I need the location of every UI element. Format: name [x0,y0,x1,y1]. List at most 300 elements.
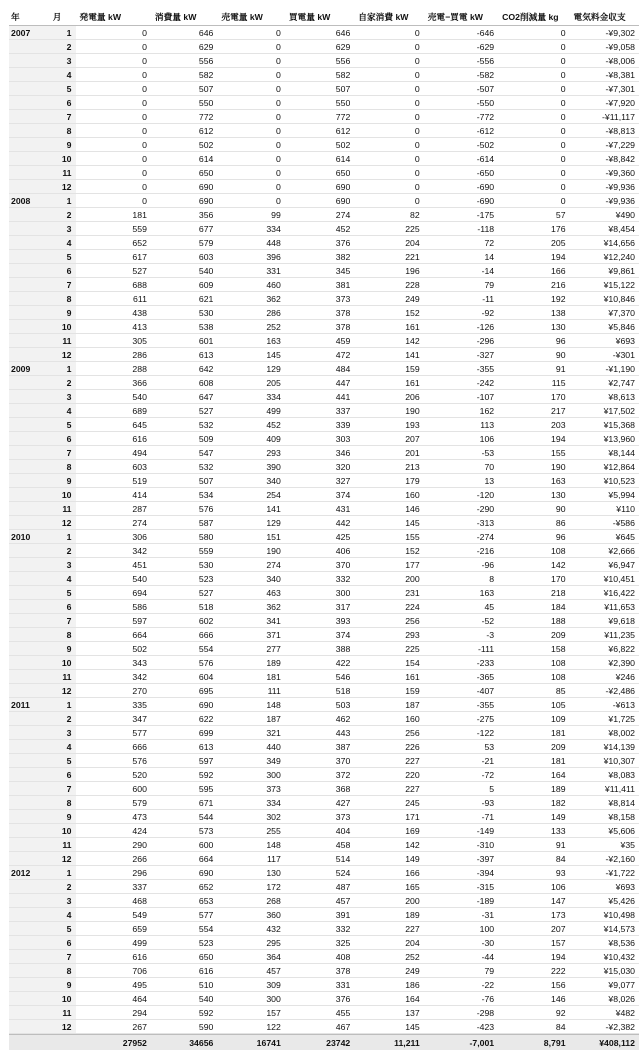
self-consumption-cell[interactable]: 145 [405,518,420,528]
year-cell[interactable] [9,642,49,655]
co2-cell[interactable]: 108 [551,546,566,556]
bought-cell[interactable]: 772 [335,112,351,122]
sold-cell[interactable]: 334 [266,392,281,402]
bought-cell[interactable]: 612 [335,126,351,136]
co2-cell[interactable]: 0 [560,84,566,94]
sold-cell[interactable]: 129 [266,364,281,374]
year-cell[interactable] [9,348,49,361]
generation-cell[interactable]: 597 [132,616,147,626]
header-month[interactable]: 月 [52,12,62,22]
sold-cell[interactable]: 460 [266,280,281,290]
bought-cell[interactable]: 331 [335,980,351,990]
year-cell[interactable] [9,586,49,599]
co2-cell[interactable]: 173 [551,910,566,920]
year-cell[interactable]: 2011 [9,698,49,711]
balance-cell[interactable]: ¥8,613 [608,392,635,402]
net-cell[interactable]: -53 [481,448,495,458]
year-cell[interactable] [9,376,49,389]
self-consumption-cell[interactable]: 146 [405,504,420,514]
bought-cell[interactable]: 345 [335,266,351,276]
net-cell[interactable]: -71 [481,812,495,822]
consumption-cell[interactable]: 540 [198,994,214,1004]
balance-cell[interactable]: ¥14,573 [603,924,635,934]
consumption-cell[interactable]: 671 [198,798,214,808]
consumption-cell[interactable]: 613 [198,742,214,752]
consumption-cell[interactable]: 600 [198,840,214,850]
net-cell[interactable]: -122 [476,728,495,738]
co2-cell[interactable]: 130 [551,490,566,500]
self-consumption-cell[interactable]: 227 [405,784,420,794]
co2-cell[interactable]: 115 [551,378,566,388]
net-cell[interactable]: -52 [481,616,495,626]
consumption-cell[interactable]: 650 [198,952,214,962]
net-cell[interactable]: -107 [476,392,495,402]
sold-cell[interactable]: 181 [266,672,281,682]
generation-cell[interactable]: 0 [142,182,147,192]
consumption-cell[interactable]: 577 [198,910,214,920]
co2-cell[interactable]: 205 [551,238,566,248]
balance-cell[interactable]: ¥10,432 [603,952,635,962]
balance-cell[interactable]: -¥7,229 [605,140,635,150]
generation-cell[interactable]: 494 [132,448,147,458]
balance-cell[interactable]: ¥8,002 [608,728,635,738]
self-consumption-cell[interactable]: 189 [405,910,420,920]
balance-cell[interactable]: ¥14,656 [603,238,635,248]
month-cell[interactable]: 9 [49,978,76,991]
year-cell[interactable] [9,334,49,347]
consumption-cell[interactable]: 507 [198,476,214,486]
balance-cell[interactable]: ¥13,960 [603,434,635,444]
self-consumption-cell[interactable]: 0 [414,28,420,38]
consumption-cell[interactable]: 646 [198,28,214,38]
sold-cell[interactable]: 390 [266,462,281,472]
bought-cell[interactable]: 690 [335,196,351,206]
balance-cell[interactable]: ¥9,618 [608,616,635,626]
co2-cell[interactable]: 181 [551,728,566,738]
consumption-cell[interactable]: 690 [198,700,214,710]
sold-cell[interactable]: 349 [266,756,281,766]
generation-cell[interactable]: 413 [132,322,147,332]
bought-cell[interactable]: 514 [335,854,351,864]
sold-cell[interactable]: 0 [276,42,281,52]
balance-cell[interactable]: ¥14,139 [603,742,635,752]
consumption-cell[interactable]: 652 [198,882,214,892]
year-cell[interactable] [9,278,49,291]
sold-cell[interactable]: 321 [266,728,281,738]
self-consumption-cell[interactable]: 161 [405,322,420,332]
self-consumption-cell[interactable]: 252 [405,952,420,962]
net-cell[interactable]: -502 [476,140,495,150]
co2-cell[interactable]: 176 [551,224,566,234]
co2-cell[interactable]: 84 [555,854,566,864]
bought-cell[interactable]: 441 [335,392,351,402]
bought-cell[interactable]: 376 [335,238,351,248]
self-consumption-cell[interactable]: 0 [414,196,420,206]
sold-cell[interactable]: 331 [266,266,281,276]
self-consumption-cell[interactable]: 0 [414,98,420,108]
month-cell[interactable]: 12 [49,516,76,529]
generation-cell[interactable]: 305 [132,336,147,346]
net-cell[interactable]: -118 [477,224,495,234]
net-cell[interactable]: -629 [476,42,495,52]
month-cell[interactable]: 8 [49,796,76,809]
co2-cell[interactable]: 105 [551,700,566,710]
sold-cell[interactable]: 189 [266,658,281,668]
generation-cell[interactable]: 451 [132,560,147,570]
year-cell[interactable] [9,446,49,459]
generation-cell[interactable]: 689 [132,406,147,416]
balance-cell[interactable]: ¥9,077 [608,980,635,990]
self-consumption-cell[interactable]: 231 [405,588,420,598]
consumption-cell[interactable]: 573 [198,826,214,836]
net-cell[interactable]: -355 [476,364,495,374]
consumption-cell[interactable]: 642 [198,364,214,374]
bought-cell[interactable]: 646 [335,28,351,38]
self-consumption-cell[interactable]: 249 [405,966,420,976]
net-cell[interactable]: -614 [476,154,495,164]
month-cell[interactable]: 8 [49,292,76,305]
self-consumption-cell[interactable]: 213 [405,462,420,472]
year-cell[interactable] [9,768,49,781]
net-cell[interactable]: -111 [478,644,495,654]
net-cell[interactable]: -690 [476,182,495,192]
consumption-cell[interactable]: 621 [198,294,214,304]
sold-cell[interactable]: 205 [266,378,281,388]
month-cell[interactable]: 7 [49,950,76,963]
co2-cell[interactable]: 217 [551,406,566,416]
generation-cell[interactable]: 540 [132,574,147,584]
month-cell[interactable]: 3 [49,54,76,67]
year-cell[interactable] [9,54,49,67]
bought-cell[interactable]: 374 [335,490,351,500]
self-consumption-cell[interactable]: 249 [405,294,420,304]
balance-cell[interactable]: ¥10,498 [603,910,635,920]
self-consumption-cell[interactable]: 145 [405,1022,420,1032]
co2-cell[interactable]: 0 [560,182,566,192]
year-cell[interactable]: 2010 [9,530,49,543]
generation-cell[interactable]: 0 [142,196,147,206]
co2-cell[interactable]: 57 [555,210,566,220]
balance-cell[interactable]: ¥5,426 [608,896,635,906]
self-consumption-cell[interactable]: 179 [405,476,420,486]
sold-cell[interactable]: 463 [266,588,281,598]
sold-cell[interactable]: 268 [266,896,281,906]
self-consumption-cell[interactable]: 190 [405,406,420,416]
balance-cell[interactable]: ¥5,846 [608,322,635,332]
net-cell[interactable]: -233 [476,658,495,668]
co2-cell[interactable]: 108 [551,672,566,682]
net-cell[interactable]: -126 [476,322,495,332]
generation-cell[interactable]: 617 [132,252,147,262]
co2-cell[interactable]: 0 [560,70,566,80]
net-cell[interactable]: -96 [481,560,495,570]
month-cell[interactable]: 6 [49,432,76,445]
generation-cell[interactable]: 664 [132,630,147,640]
month-cell[interactable]: 8 [49,964,76,977]
year-cell[interactable]: 2007 [9,26,49,39]
self-consumption-cell[interactable]: 187 [405,700,420,710]
sold-cell[interactable]: 163 [266,336,281,346]
year-cell[interactable] [9,1020,49,1033]
year-cell[interactable] [9,236,49,249]
month-cell[interactable]: 11 [49,838,76,851]
bought-cell[interactable]: 381 [335,280,351,290]
self-consumption-cell[interactable]: 161 [405,672,420,682]
bought-cell[interactable]: 452 [335,224,351,234]
consumption-cell[interactable]: 602 [198,616,214,626]
bought-cell[interactable]: 332 [335,574,351,584]
generation-cell[interactable]: 181 [132,210,147,220]
consumption-cell[interactable]: 530 [198,308,214,318]
balance-cell[interactable]: ¥490 [615,210,635,220]
sold-cell[interactable]: 148 [266,700,281,710]
generation-cell[interactable]: 0 [142,56,147,66]
total-bought[interactable]: 23742 [326,1038,351,1048]
generation-cell[interactable]: 286 [132,350,147,360]
sold-cell[interactable]: 295 [266,938,281,948]
generation-cell[interactable]: 520 [132,770,147,780]
bought-cell[interactable]: 372 [335,770,351,780]
bought-cell[interactable]: 524 [335,868,351,878]
co2-cell[interactable]: 181 [551,756,566,766]
co2-cell[interactable]: 108 [551,658,566,668]
self-consumption-cell[interactable]: 160 [405,714,420,724]
month-cell[interactable]: 12 [49,1020,76,1033]
total-sold[interactable]: 16741 [256,1038,281,1048]
net-cell[interactable]: -93 [481,798,495,808]
bought-cell[interactable]: 425 [335,532,351,542]
self-consumption-cell[interactable]: 152 [405,308,420,318]
self-consumption-cell[interactable]: 159 [405,686,420,696]
generation-cell[interactable]: 0 [142,98,147,108]
consumption-cell[interactable]: 556 [198,56,214,66]
balance-cell[interactable]: ¥6,822 [608,644,635,654]
generation-cell[interactable]: 342 [132,546,147,556]
year-cell[interactable] [9,670,49,683]
bought-cell[interactable]: 467 [335,1022,351,1032]
net-cell[interactable]: -507 [476,84,495,94]
self-consumption-cell[interactable]: 154 [405,658,420,668]
generation-cell[interactable]: 688 [132,280,147,290]
net-cell[interactable]: -296 [476,336,495,346]
sold-cell[interactable]: 99 [271,210,281,220]
year-cell[interactable] [9,502,49,515]
year-cell[interactable] [9,782,49,795]
year-cell[interactable] [9,838,49,851]
year-cell[interactable] [9,922,49,935]
balance-cell[interactable]: ¥15,368 [603,420,635,430]
year-cell[interactable] [9,138,49,151]
self-consumption-cell[interactable]: 0 [414,56,420,66]
co2-cell[interactable]: 0 [560,28,566,38]
self-consumption-cell[interactable]: 177 [405,560,420,570]
balance-cell[interactable]: ¥8,454 [608,224,635,234]
net-cell[interactable]: -313 [476,518,495,528]
net-cell[interactable]: 163 [479,588,495,598]
self-consumption-cell[interactable]: 152 [405,546,420,556]
sold-cell[interactable]: 362 [266,602,281,612]
balance-cell[interactable]: ¥11,653 [604,602,635,612]
net-cell[interactable]: -407 [476,686,495,696]
balance-cell[interactable]: -¥8,006 [605,56,635,66]
generation-cell[interactable]: 666 [132,742,147,752]
month-cell[interactable]: 3 [49,894,76,907]
net-cell[interactable]: -14 [481,266,495,276]
net-cell[interactable]: 72 [484,238,495,248]
net-cell[interactable]: -76 [481,994,495,1004]
balance-cell[interactable]: -¥8,842 [605,154,635,164]
year-cell[interactable] [9,460,49,473]
consumption-cell[interactable]: 502 [198,140,214,150]
year-cell[interactable] [9,964,49,977]
year-cell[interactable] [9,628,49,641]
generation-cell[interactable]: 266 [132,854,147,864]
header-balance[interactable]: 電気料金収支 [573,12,626,22]
self-consumption-cell[interactable]: 186 [405,980,420,990]
year-cell[interactable] [9,656,49,669]
year-cell[interactable] [9,572,49,585]
balance-cell[interactable]: -¥9,936 [605,196,635,206]
sold-cell[interactable]: 432 [266,924,281,934]
balance-cell[interactable]: ¥645 [615,532,635,542]
balance-cell[interactable]: ¥5,606 [608,826,635,836]
bought-cell[interactable]: 447 [335,378,351,388]
balance-cell[interactable]: ¥2,666 [608,546,635,556]
co2-cell[interactable]: 106 [551,882,566,892]
consumption-cell[interactable]: 534 [198,490,214,500]
co2-cell[interactable]: 91 [555,364,566,374]
net-cell[interactable]: -298 [476,1008,495,1018]
co2-cell[interactable]: 156 [551,980,566,990]
balance-cell[interactable]: ¥17,502 [603,406,635,416]
self-consumption-cell[interactable]: 166 [405,868,420,878]
bought-cell[interactable]: 317 [335,602,351,612]
bought-cell[interactable]: 458 [335,840,351,850]
bought-cell[interactable]: 507 [335,84,351,94]
self-consumption-cell[interactable]: 206 [405,392,420,402]
sold-cell[interactable]: 141 [266,504,281,514]
month-cell[interactable]: 3 [49,222,76,235]
year-cell[interactable] [9,712,49,725]
generation-cell[interactable]: 0 [142,168,147,178]
month-cell[interactable]: 10 [49,656,76,669]
bought-cell[interactable]: 391 [335,910,351,920]
balance-cell[interactable]: ¥693 [615,882,635,892]
bought-cell[interactable]: 442 [335,518,351,528]
sold-cell[interactable]: 274 [266,560,281,570]
balance-cell[interactable]: ¥8,083 [608,770,635,780]
co2-cell[interactable]: 207 [551,924,566,934]
month-cell[interactable]: 1 [49,698,76,711]
bought-cell[interactable]: 427 [335,798,351,808]
sold-cell[interactable]: 499 [266,406,281,416]
self-consumption-cell[interactable]: 0 [414,182,420,192]
co2-cell[interactable]: 0 [560,56,566,66]
balance-cell[interactable]: ¥8,026 [608,994,635,1004]
generation-cell[interactable]: 287 [132,504,147,514]
self-consumption-cell[interactable]: 201 [405,448,420,458]
net-cell[interactable]: 106 [479,434,495,444]
balance-cell[interactable]: ¥11,411 [604,784,635,794]
balance-cell[interactable]: -¥9,302 [605,28,635,38]
consumption-cell[interactable]: 544 [198,812,214,822]
month-cell[interactable]: 10 [49,320,76,333]
net-cell[interactable]: -22 [481,980,495,990]
co2-cell[interactable]: 84 [555,1022,566,1032]
consumption-cell[interactable]: 664 [198,854,214,864]
year-cell[interactable] [9,264,49,277]
balance-cell[interactable]: ¥10,451 [603,574,635,584]
year-cell[interactable] [9,600,49,613]
balance-cell[interactable]: ¥8,536 [608,938,635,948]
month-cell[interactable]: 8 [49,124,76,137]
year-cell[interactable] [9,82,49,95]
self-consumption-cell[interactable]: 0 [414,126,420,136]
co2-cell[interactable]: 192 [551,294,566,304]
self-consumption-cell[interactable]: 161 [405,378,420,388]
sold-cell[interactable]: 129 [266,518,281,528]
generation-cell[interactable]: 559 [132,224,147,234]
balance-cell[interactable]: -¥586 [612,518,635,528]
self-consumption-cell[interactable]: 0 [414,70,420,80]
consumption-cell[interactable]: 595 [198,784,214,794]
sold-cell[interactable]: 371 [266,630,281,640]
net-cell[interactable]: 79 [484,280,495,290]
sold-cell[interactable]: 0 [276,196,281,206]
month-cell[interactable]: 11 [49,1006,76,1019]
bought-cell[interactable]: 502 [335,140,351,150]
bought-cell[interactable]: 387 [335,742,351,752]
self-consumption-cell[interactable]: 193 [405,420,420,430]
year-cell[interactable] [9,950,49,963]
generation-cell[interactable]: 603 [132,462,147,472]
consumption-cell[interactable]: 580 [198,532,214,542]
net-cell[interactable]: -290 [476,504,495,514]
balance-cell[interactable]: -¥8,381 [605,70,635,80]
generation-cell[interactable]: 600 [132,784,147,794]
consumption-cell[interactable]: 356 [198,210,214,220]
sold-cell[interactable]: 148 [266,840,281,850]
year-cell[interactable] [9,824,49,837]
year-cell[interactable] [9,880,49,893]
net-cell[interactable]: 79 [484,966,495,976]
generation-cell[interactable]: 347 [132,714,147,724]
co2-cell[interactable]: 155 [551,448,566,458]
balance-cell[interactable]: ¥16,422 [603,588,635,598]
generation-cell[interactable]: 0 [142,84,147,94]
consumption-cell[interactable]: 587 [198,518,214,528]
balance-cell[interactable]: -¥301 [612,350,635,360]
generation-cell[interactable]: 438 [132,308,147,318]
self-consumption-cell[interactable]: 200 [405,574,420,584]
year-cell[interactable] [9,110,49,123]
month-cell[interactable]: 2 [49,544,76,557]
co2-cell[interactable]: 188 [551,616,566,626]
month-cell[interactable]: 10 [49,488,76,501]
net-cell[interactable]: -355 [476,700,495,710]
co2-cell[interactable]: 130 [551,322,566,332]
consumption-cell[interactable]: 622 [198,714,214,724]
sold-cell[interactable]: 172 [266,882,281,892]
consumption-cell[interactable]: 559 [198,546,214,556]
month-cell[interactable]: 9 [49,138,76,151]
consumption-cell[interactable]: 772 [198,112,214,122]
co2-cell[interactable]: 158 [551,644,566,654]
consumption-cell[interactable]: 576 [198,504,214,514]
balance-cell[interactable]: -¥1,722 [605,868,635,878]
header-year[interactable]: 年 [11,12,20,22]
bought-cell[interactable]: 339 [335,420,351,430]
